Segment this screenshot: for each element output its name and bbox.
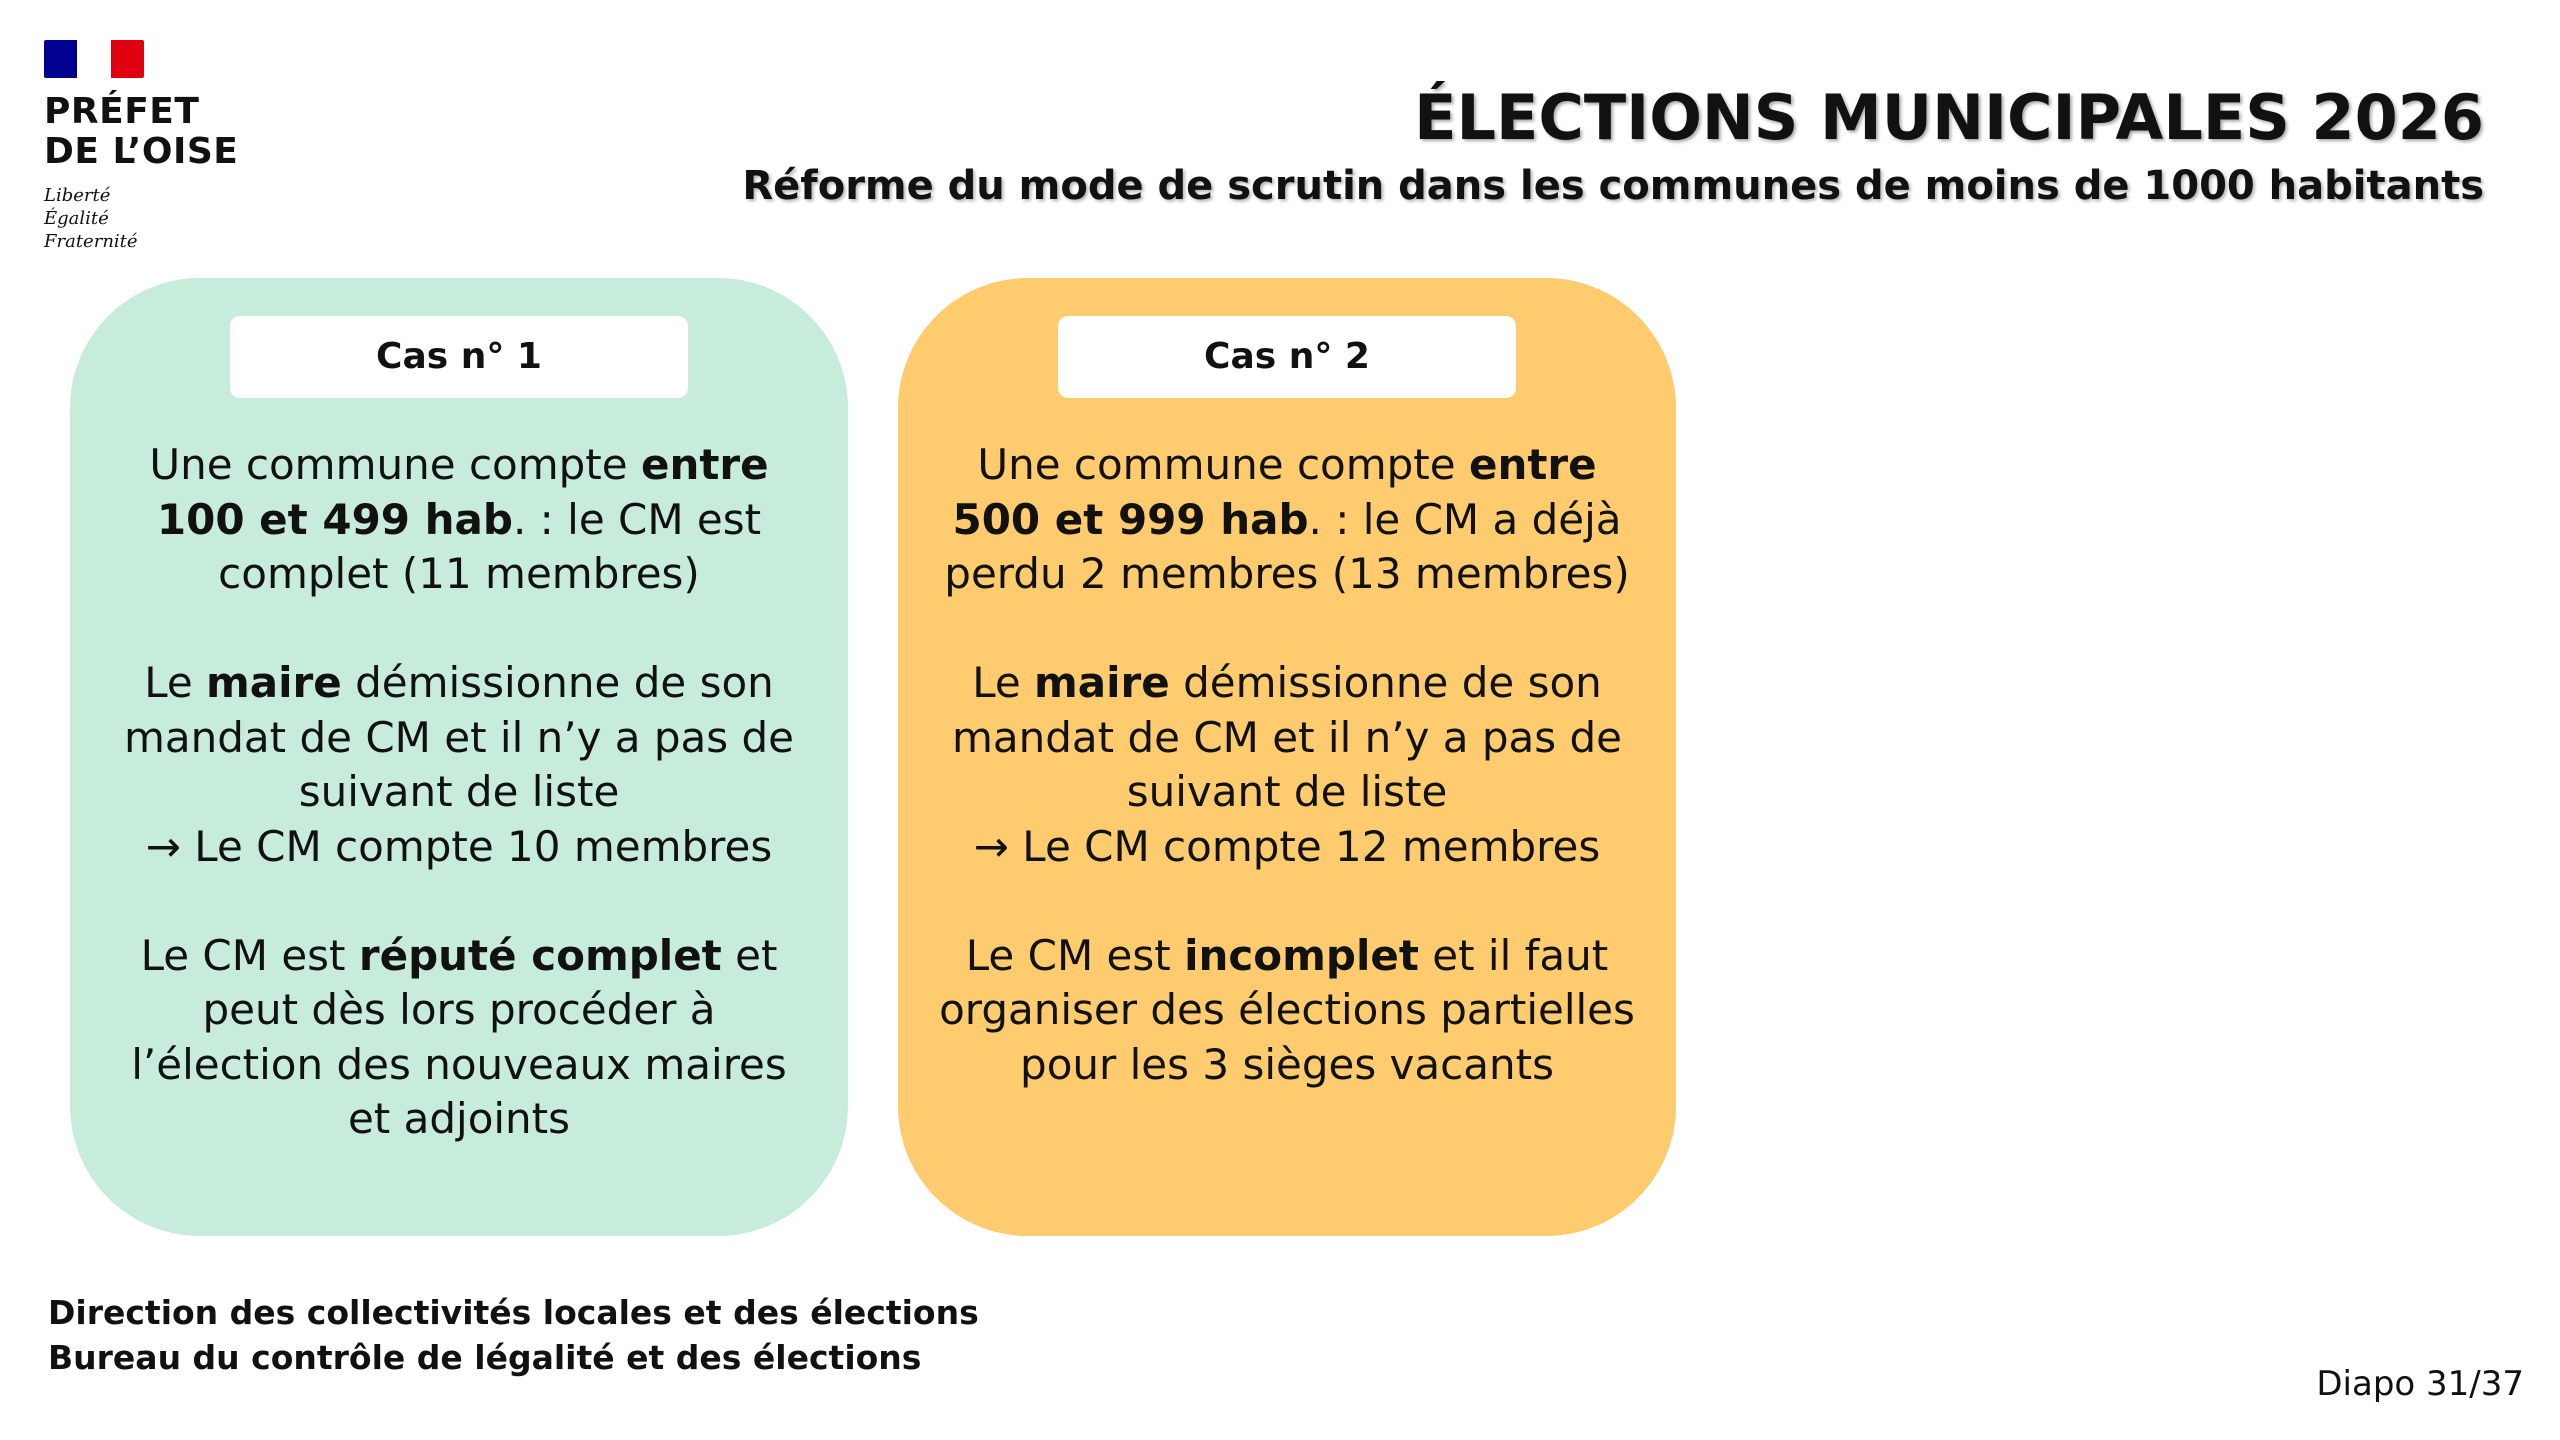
french-flag-icon: [44, 40, 144, 78]
prefecture-logo: [44, 40, 264, 253]
case-2-arrow-line: → Le CM compte 12 membres: [973, 821, 1601, 871]
case-2-paragraph-2: Le maire démissionne de son mandat de CM et il n’y a pas de suivant de liste → Le CM compte 12 membres: [952, 658, 1622, 871]
logo-devise: [44, 184, 264, 253]
case-card-1: [70, 278, 848, 1236]
case-body-2: [938, 438, 1636, 1092]
slide-number: Diapo 31/37: [2316, 1364, 2524, 1404]
page-subtitle: Réforme du mode de scrutin dans les communes de moins de 1000 habitants: [742, 163, 2484, 209]
footer-line-2: Bureau du contrôle de légalité et des élections: [48, 1338, 922, 1377]
case-2-paragraph-1: Une commune compte entre 500 et 999 hab. : le CM a déjà perdu 2 membres (13 membres): [944, 440, 1630, 598]
logo-line-1: PRÉFET: [44, 91, 200, 132]
case-1-paragraph-1: Une commune compte entre 100 et 499 hab. : le CM est complet (11 membres): [149, 440, 769, 598]
case-1-arrow-line: → Le CM compte 10 membres: [145, 821, 773, 871]
footer-credits: [48, 1290, 979, 1380]
case-1-paragraph-3: Le CM est réputé complet et peut dès lors procéder à l’élection des nouveaux maires et adjoints: [131, 930, 787, 1143]
logo-title: [44, 92, 264, 172]
page-title: ÉLECTIONS MUNICIPALES 2026: [1414, 81, 2484, 154]
case-body-1: [110, 438, 808, 1147]
case-label-2: Cas n° 2: [1058, 316, 1516, 398]
devise-liberte: Liberté: [44, 185, 111, 206]
case-2-paragraph-3: Le CM est incomplet et il faut organiser des élections partielles pour les 3 sièges vacants: [939, 930, 1635, 1089]
logo-line-2: DE L’OISE: [44, 131, 239, 172]
case-label-1: Cas n° 1: [230, 316, 688, 398]
devise-fraternite: Fraternité: [44, 231, 138, 252]
case-1-paragraph-2: Le maire démissionne de son mandat de CM et il n’y a pas de suivant de liste → Le CM compte 10 membres: [124, 658, 794, 871]
footer-line-1: Direction des collectivités locales et des élections: [48, 1293, 979, 1332]
devise-egalite: Égalité: [44, 208, 109, 229]
case-card-2: [898, 278, 1676, 1236]
